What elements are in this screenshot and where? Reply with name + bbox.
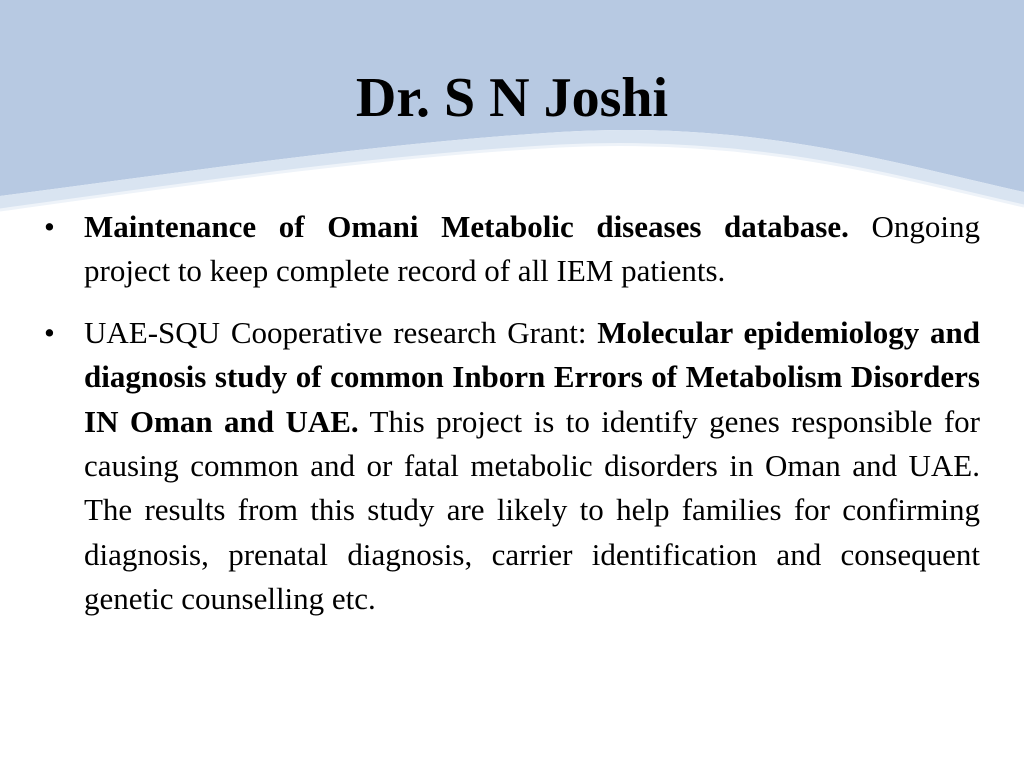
bullet-marker: • [44, 314, 55, 350]
bullet-item [44, 205, 980, 294]
bullet-text: This project is to identify genes responsible for causing common and or fatal metabolic disorders in Oman and UAE. The results from this study are likely to help families for confirming diagnosis, prenatal diagnosis, carrier identification and consequent genetic counselling etc. [84, 403, 980, 617]
bullet-text: Ongoing project to keep complete record of all IEM patients. [84, 209, 981, 289]
bullet-bold-lead: Maintenance of Omani Metabolic diseases database. [84, 209, 849, 244]
slide-title: Dr. S N Joshi [355, 67, 669, 129]
bullet-marker: • [44, 209, 55, 244]
bullet-list [44, 205, 980, 639]
bullet-lead: UAE-SQU Cooperative research Grant: [84, 314, 598, 350]
bullet-bold-title: Molecular epidemiology and diagnosis study of common Inborn Errors of Metabolism Disorders IN Oman and UAE. [84, 314, 981, 439]
bullet-item [44, 311, 980, 622]
